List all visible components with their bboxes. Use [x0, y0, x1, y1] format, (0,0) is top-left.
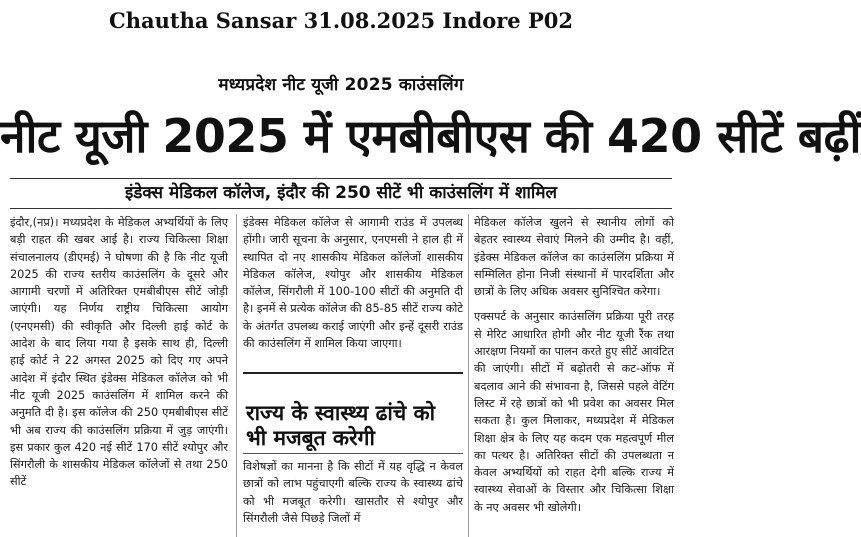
side-heading-bottom-rule — [243, 453, 463, 454]
main-headline: नीट यूजी 2025 में एमबीबीएस की 420 सीटें बढ़ीं — [0, 109, 861, 163]
side-heading: राज्य के स्वास्थ्य ढांचे को भी मजबूत करेगी — [246, 401, 436, 450]
edition-line: Chautha Sansar 31.08.2025 Indore P02 — [109, 8, 573, 33]
headline-rule — [10, 178, 672, 179]
column-divider — [468, 214, 469, 537]
column-3-paragraph-1: मेडिकल कॉलेज खुलने से स्थानीय लोगों को बेहतर स्वास्थ्य सेवाएं मिलने की उम्मीद है। वहीं, इंडेक्स मेडिकल कॉलेज का काउंसलिंग प्रक्रिया में सम्मिलित होना निजी संस्थानों में पारदर्शिता और छात्रों के लिए अधिक अवसर सुनिश्चित करेगा। — [474, 216, 674, 299]
article-column-3 — [474, 214, 674, 536]
article-column-1 — [10, 214, 228, 536]
article-column-2 — [243, 214, 463, 364]
subheadline-rule — [10, 208, 672, 209]
subheadline-container — [0, 182, 682, 204]
column-2-continued-paragraph: विशेषज्ञों का मानना है कि सीटों में यह वृद्धि न केवल छात्रों को लाभ पहुंचाएगी बल्कि राज्य के स्वास्थ्य ढांचे को भी मजबूत करेगी। खासतौर से श्योपुर और सिंगरौली जैसे पिछड़े जिलों में — [243, 460, 463, 525]
side-heading-top-rule — [243, 372, 463, 374]
column-2-paragraph: इंडेक्स मेडिकल कॉलेज से आगामी राउंड में उपलब्ध होंगी। जारी सूचना के अनुसार, एनएमसी ने हाल ही में स्थापित दो नए शासकीय मेडिकल कॉलेजों शासकीय मेडिकल कॉलेज, श्योपुर और शासकीय मेडिकल कॉलेज, सिंगरौली में 100-100 सीटों की अनुमति दी है। इनमें से प्रत्येक कॉलेज की 85-85 सीटें राज्य कोटे के अंतर्गत उपलब्ध कराई जाएंगी और इन्हें दूसरी राउंड की काउंसलिंग में शामिल किया जाएगा। — [243, 216, 463, 351]
column-divider — [236, 214, 237, 537]
subheadline: इंडेक्स मेडिकल कॉलेज, इंदौर की 250 सीटें भी काउंसलिंग में शामिल — [124, 183, 558, 203]
article-column-2-continued — [243, 458, 463, 537]
kicker-heading: मध्यप्रदेश नीट यूजी 2025 काउंसलिंग — [218, 75, 464, 95]
column-1-paragraph: इंदौर,(नप्र)। मध्यप्रदेश के मेडिकल अभ्यर्थियों के लिए बड़ी राहत की खबर आई है। राज्य चिकित्सा शिक्षा संचालनालय (डीएमई) ने घोषणा की है कि नीट यूजी 2025 की राज्य स्तरीय काउंसलिंग के दूसरे और आगामी चरणों में अतिरिक्त एमबीबीएस सीटें जोड़ी जाएंगी। यह निर्णय राष्ट्रीय चिकित्सा आयोग (एनएमसी) की स्वीकृति और दिल्ली हाई कोर्ट के आदेश के बाद लिया गया है इसके साथ ही, दिल्ली हाई कोर्ट ने 22 अगस्त 2025 को दिए गए अपने आदेश में इंदौर स्थित इंडेक्स मेडिकल कॉलेज को भी नीट यूजी 2025 काउंसलिंग में शामिल करने की अनुमति दी है। इस कॉलेज की 250 एमबीबीएस सीटें भी अब राज्य की काउंसलिंग प्रक्रिया में जुड़ जाएंगी। इस प्रकार कुल 420 नई सीटें 170 सीटें श्योपुर और सिंगरौली के शासकीय मेडिकल कॉलेजों से तथा 250 सीटें — [10, 216, 228, 489]
column-3-paragraph-2: एक्सपर्ट के अनुसार काउंसलिंग प्रक्रिया पूरी तरह से मेरिट आधारित होगी और नीट यूजी रैंक तथा आरक्षण नियमों का पालन करते हुए सीटें आवंटित की जाएंगी। सीटों में बढ़ोतरी से कट-ऑफ में बदलाव आने की संभावना है, जिससे पहले वेटिंग लिस्ट में रहे छात्रों को भी प्रवेश का अवसर मिल सकता है। कुल मिलाकर, मध्यप्रदेश में मेडिकल शिक्षा क्षेत्र के लिए यह कदम एक महत्वपूर्ण मील का पत्थर है। अतिरिक्त सीटों की उपलब्धता न केवल अभ्यर्थियों को राहत देगी बल्कि राज्य में स्वास्थ्य सेवाओं के विस्तार और चिकित्सा शिक्षा के नए अवसर भी खोलेगी। — [474, 310, 674, 514]
